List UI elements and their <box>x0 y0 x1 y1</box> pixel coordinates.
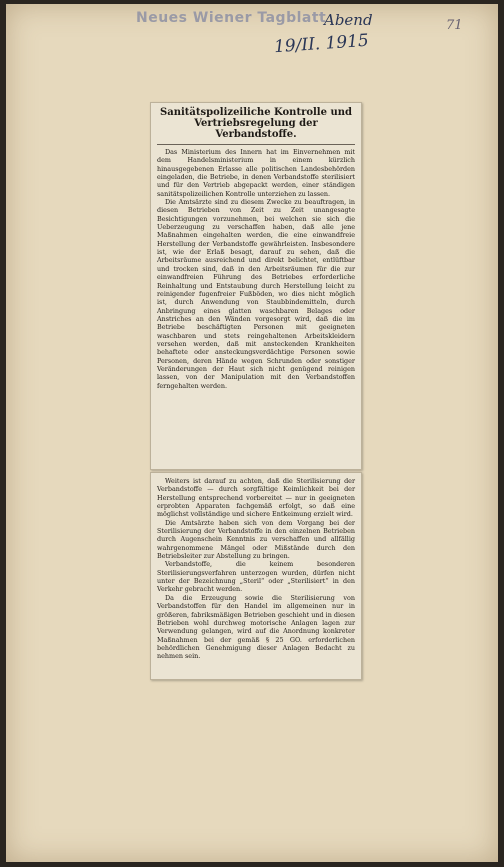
article-paragraph: Verbandstoffe, die keinem besonderen Sterilisierungsverfahren unterzogen wurden, dürfen nicht unter der Bezeichnung „Steril“ oder „Sterilisiert“ in den Verkehr gebracht werden. <box>157 560 355 594</box>
handwritten-name: Abend <box>324 11 373 29</box>
clipping-part-2 <box>150 472 362 680</box>
newspaper-stamp: Neues Wiener Tagblatt <box>136 10 327 26</box>
article-paragraph: Da die Erzeugung sowie die Sterilisierung von Verbandstoffen für den Handel im allgemeinen nur in größeren, fabriksmäßigen Betrieben geschieht und in diesen Betrieben wohl durchweg motorische Anlagen lagen zur Verwendung gelangen, wird auf die Anordnung konkreter Maßnahmen bei der gemäß § 25 GO. erforderlichen behördlichen Genehmigung dieser Anlagen Bedacht zu nehmen sein. <box>157 593 355 661</box>
archive-sheet <box>6 4 498 862</box>
article-paragraph: Weiters ist darauf zu achten, daß die Sterilisierung der Verbandstoffe — durch sorgfältige Keimlichkeit bei der Herstellung entsprechend vorbereitet — nur in geeigneten erprobten Apparaten fachgemäß erfolgt, so daß eine möglichst vollständige und sichere Entkeimung erzielt wird. <box>157 477 355 519</box>
headline-divider <box>157 144 355 145</box>
article-paragraph: Die Amtsärzte haben sich von dem Vorgang bei der Sterilisierung der Verbandstoffe in den einzelnen Betrieben durch Augenschein Kenntnis zu verschaffen und allfällig wahrgenommene Mängel oder Mißstände durch den Betriebsleiter zur Abstellung zu bringen. <box>157 518 355 561</box>
article-paragraph: Das Ministerium des Innern hat im Einvernehmen mit dem Handelsministerium in einem kürzlich hinausgegebenen Erlasse alle politischen Landesbehörden eingeladen, die Betriebe, in denen Verbandstoffe sterilisiert und für den Vertrieb abgepackt werden, einer ständigen sanitätspolizeilichen Kontrolle unterziehen zu lassen. <box>157 148 355 198</box>
handwritten-date: 19/II. 1915 <box>273 30 370 58</box>
clipping-part-1 <box>150 102 362 470</box>
page-number: 71 <box>446 18 463 33</box>
article-headline: Sanitätspolizeiliche Kontrolle und Vertriebsregelung der Verbandstoffe. <box>160 107 352 140</box>
article-paragraph: Die Amtsärzte sind zu diesem Zwecke zu beauftragen, in diesen Betrieben von Zeit zu Zeit unangesagte Besichtigungen vorzunehmen, bei welchen sie sich die Ueberzeugung zu verschaffen haben, daß alle jene Maßnahmen eingehalten werden, die eine einwandfreie Herstellung der Verbandstoffe gewährleisten. Insbesondere ist, wie der Erlaß besagt, darauf zu sehen, daß die Arbeitsräume ausreichend und direkt belichtet, entlüftbar und trocken sind, daß in den Arbeitsräumen für die zur einwandfreien Führung des Betriebes erforderliche Reinhaltung und Entstaubung durch Herstellung leicht zu reinigender fugenfreier Fußböden, wo dies nicht möglich ist, durch Anwendung von Staubbindemitteln, durch Anbringung eines glatten waschbaren Belages oder Anstriches an den Wänden vorgesorgt wird, daß die im Betriebe beschäftigten Personen mit geeigneten waschbaren und stets reingehaltenen Arbeitskleidern versehen werden, daß mit ansteckenden Krankheiten behaftete oder ansteckungsverdächtige Personen sowie Personen, deren Hände wegen Schrunden oder sonstiger Veränderungen der Haut sich nicht genügend reinigen lassen, von der Manipulation mit den Verbandstoffen ferngehalten werden. <box>157 198 355 390</box>
